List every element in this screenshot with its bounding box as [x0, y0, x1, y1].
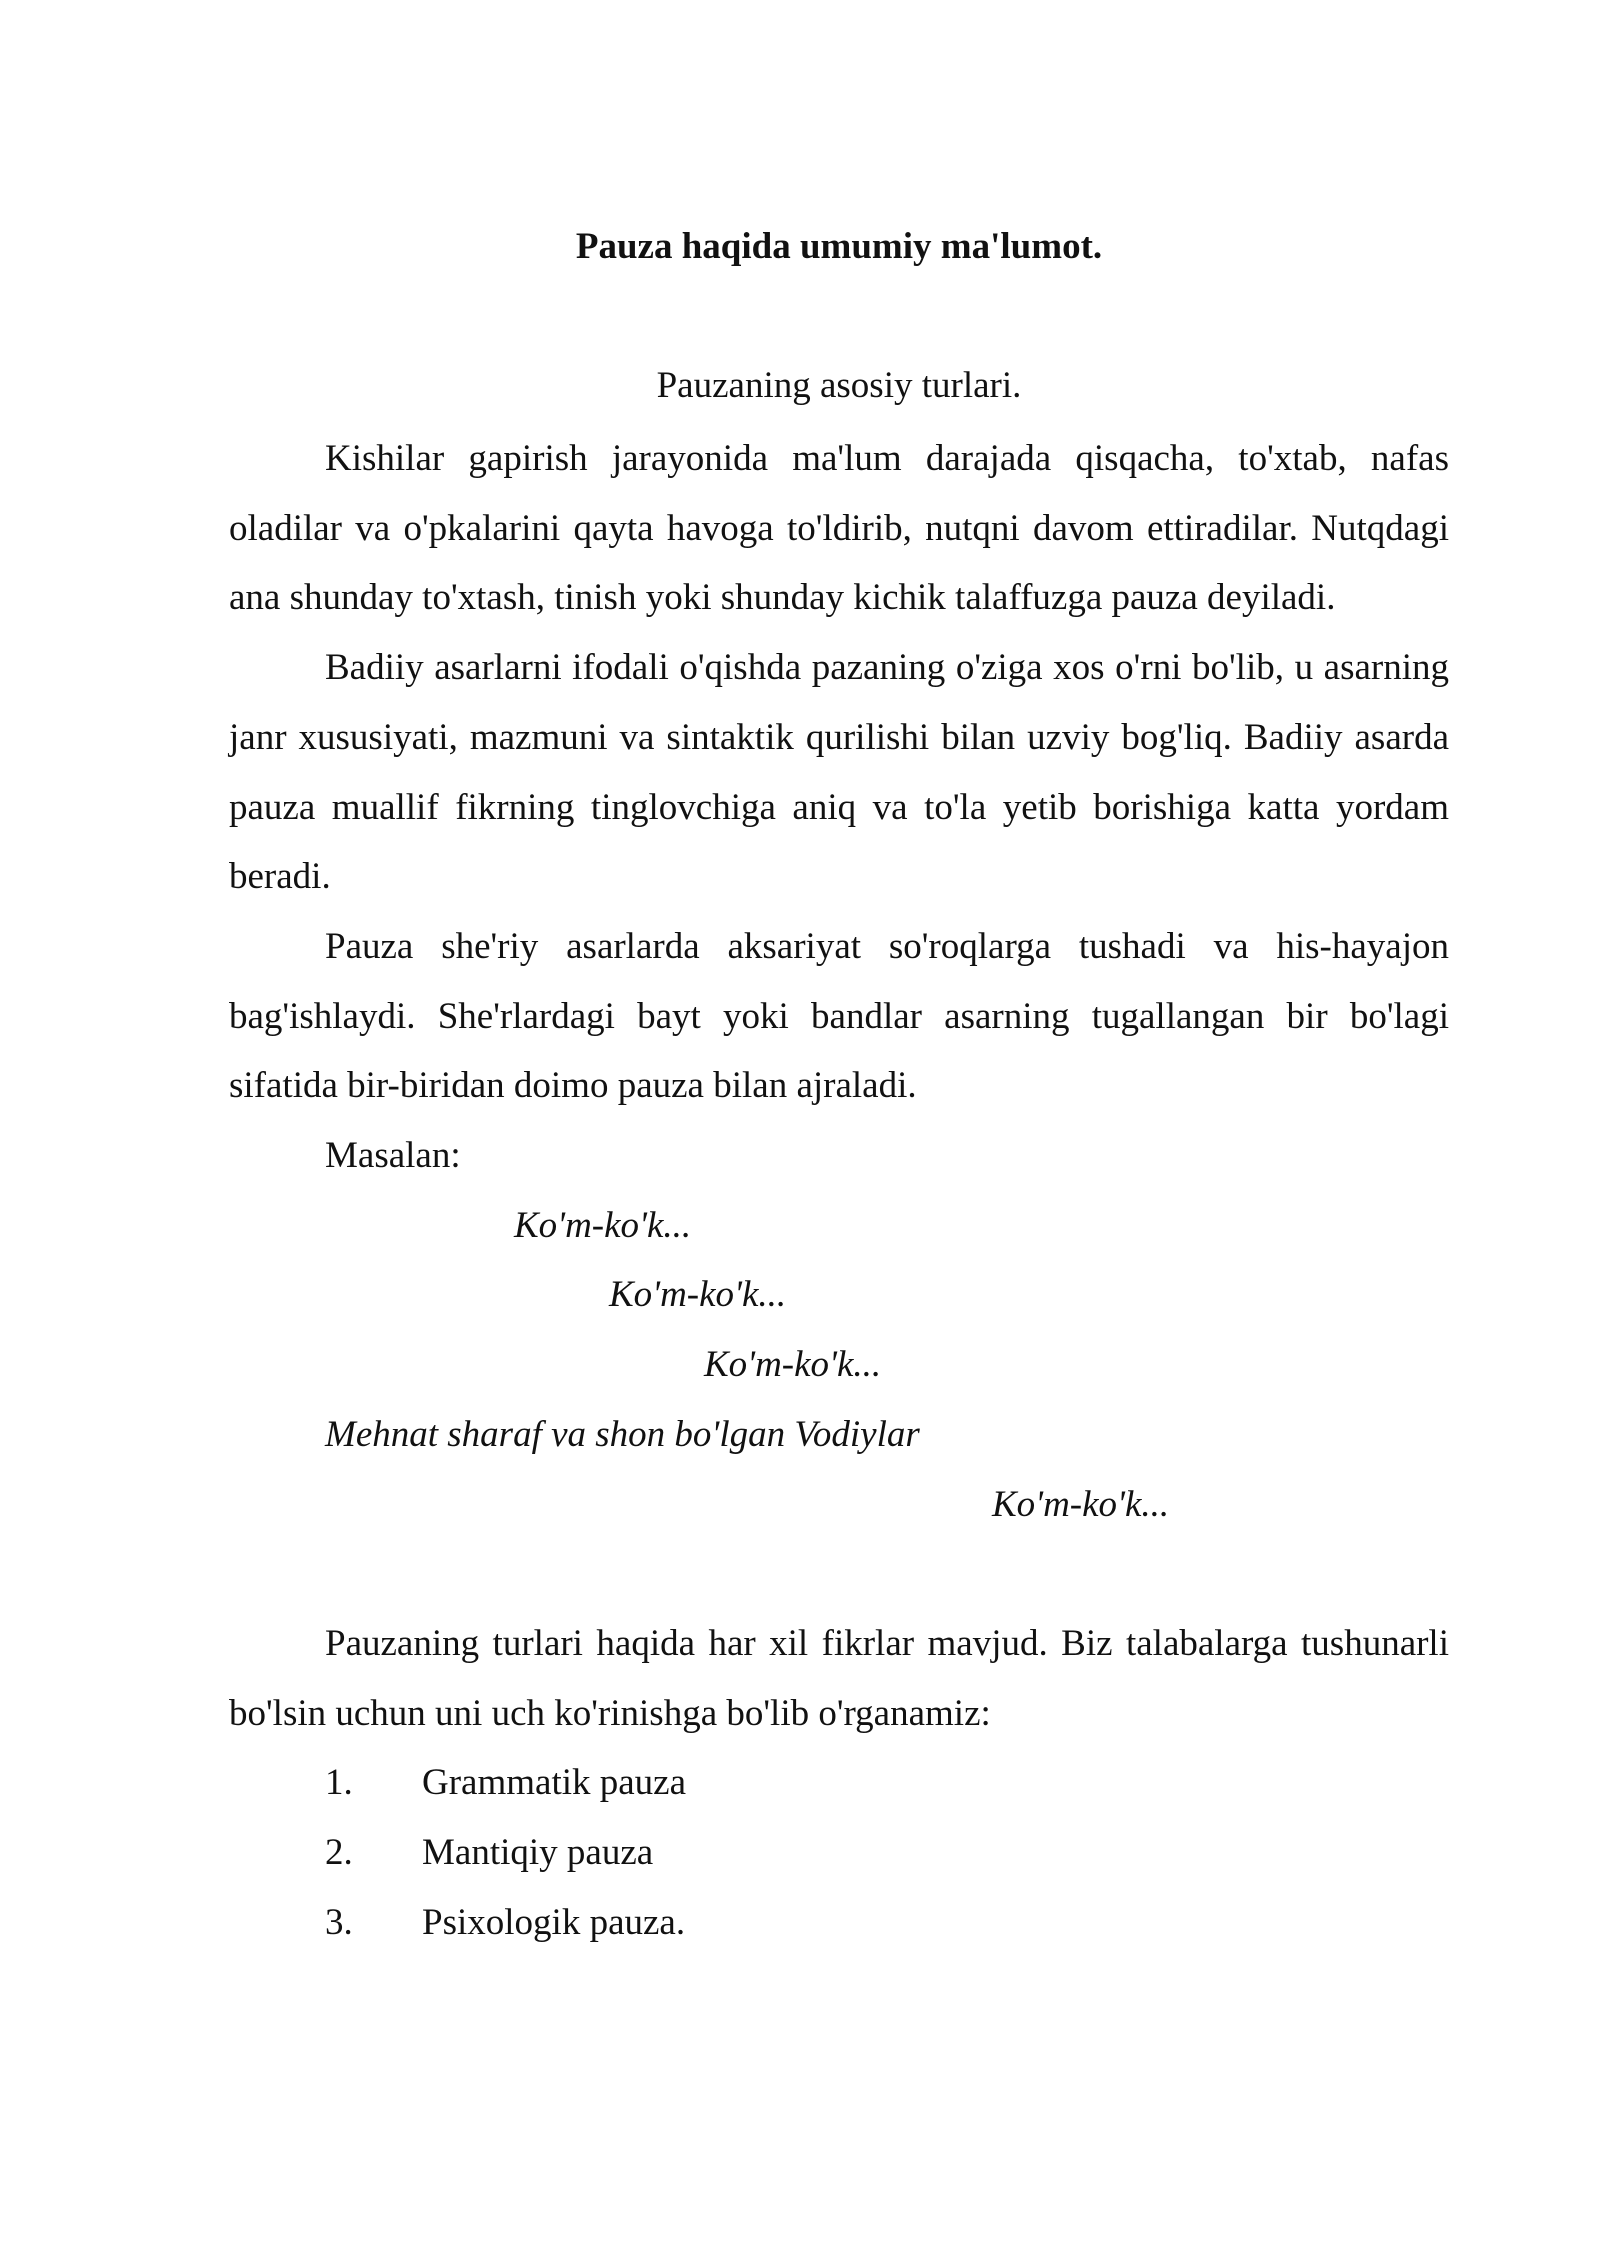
section-subtitle: Pauzaning asosiy turlari.: [656, 365, 1022, 406]
list-item: [229, 1818, 1449, 1888]
list-text: Psixologik pauza.: [422, 1901, 686, 1943]
list-number: 3.: [325, 1901, 353, 1943]
document-body: [229, 424, 1449, 1957]
closing-paragraph: Pauzaning turlari haqida har xil fikrlar mavjud. Biz talabalarga tushunarli bo'lsin uchun uni uch ko'rinishga bo'lib o'rganamiz:: [229, 1622, 1449, 1734]
pause-types-list: [229, 1748, 1449, 1957]
list-text: Grammatik pauza: [422, 1762, 687, 1804]
paragraph-2: Badiiy asarlarni ifodali o'qishda pazaning o'ziga xos o'rni bo'lib, u asarning janr xususiyati, mazmuni va sintaktik qurilishi bilan uzviy bog'liq. Badiiy asarda pauza muallif fikrning tinglovchiga aniq va to'la yetib borishiga katta yordam beradi.: [229, 647, 1449, 898]
paragraph-3: Pauza she'riy asarlarda aksariyat so'roqlarga tushadi va his-hayajon bag'ishlaydi. She'rlardagi bayt yoki bandlar asarning tugallangan bir bo'lagi sifatida bir-biridan doimo pauza bilan ajraladi.: [229, 925, 1449, 1107]
list-item: [229, 1748, 1449, 1818]
list-number: 1.: [325, 1762, 353, 1804]
list-text: Mantiqiy pauza: [422, 1832, 654, 1874]
example-label: Masalan:: [325, 1135, 461, 1177]
poem-line-2: Ko'm-ko'k...: [609, 1274, 787, 1316]
poem-line-5: Ko'm-ko'k...: [992, 1483, 1170, 1525]
poem-line-3: Ko'm-ko'k...: [704, 1344, 882, 1386]
document-page: [229, 0, 1449, 2262]
list-number: 2.: [325, 1832, 353, 1874]
paragraph-1: Kishilar gapirish jarayonida ma'lum darajada qisqacha, to'xtab, nafas oladilar va o'pkalarini qayta havoga to'ldirib, nutqni davom ettiradilar. Nutqdagi ana shunday to'xtash, tinish yoki shunday kichik talaffuzga pauza deyiladi.: [229, 438, 1449, 619]
poem-line-4: Mehnat sharaf va shon bo'lgan Vodiylar: [325, 1413, 920, 1455]
poem-block: [229, 1191, 1449, 1540]
page-title: Pauza haqida umumiy ma'lumot.: [575, 226, 1103, 267]
poem-line-1: Ko'm-ko'k...: [514, 1204, 692, 1246]
list-item: [229, 1888, 1449, 1958]
blank-line: [229, 1539, 1449, 1609]
